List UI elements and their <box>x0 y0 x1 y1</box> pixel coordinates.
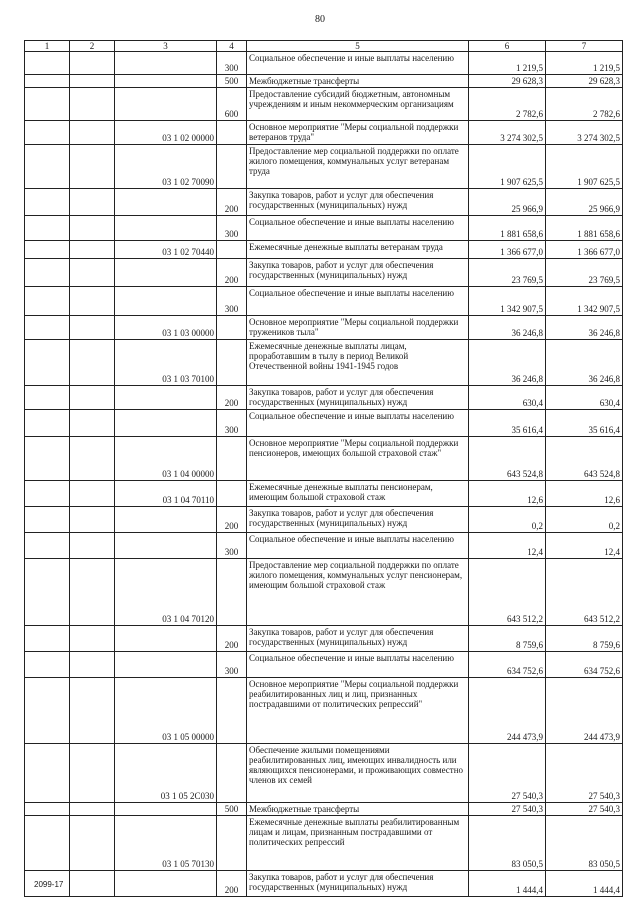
cell-amount-col6: 23 769,5 <box>469 259 546 287</box>
cell-amount-col7: 2 782,6 <box>546 88 623 121</box>
cell-amount-col7: 1 219,5 <box>546 52 623 75</box>
cell-expense-type: 500 <box>217 75 247 88</box>
cell-amount-col7: 643 512,2 <box>546 559 623 626</box>
table-row <box>25 533 623 559</box>
header-row <box>25 41 623 52</box>
cell-description: Обеспечение жилыми помещениями реабилитированных лиц, имеющих инвалидность или являющихся пенсионерами, и проживающих совместно членов их семей <box>247 744 469 803</box>
header-cell: 5 <box>247 41 469 52</box>
cell-col2 <box>70 386 115 410</box>
cell-col1 <box>25 678 70 744</box>
cell-description: Социальное обеспечение и иные выплаты населению <box>247 216 469 241</box>
cell-amount-col7: 23 769,5 <box>546 259 623 287</box>
cell-expense-type: 300 <box>217 652 247 678</box>
cell-amount-col6: 1 444,4 <box>469 871 546 897</box>
cell-col2 <box>70 559 115 626</box>
table-row <box>25 871 623 897</box>
cell-expense-type <box>217 437 247 481</box>
cell-target-article <box>115 803 217 816</box>
cell-amount-col6: 3 274 302,5 <box>469 121 546 145</box>
cell-target-article <box>115 189 217 216</box>
cell-amount-col6: 643 524,8 <box>469 437 546 481</box>
cell-description: Социальное обеспечение и иные выплаты населению <box>247 652 469 678</box>
cell-col2 <box>70 52 115 75</box>
cell-col2 <box>70 259 115 287</box>
cell-description: Социальное обеспечение и иные выплаты населению <box>247 287 469 316</box>
cell-col1 <box>25 88 70 121</box>
cell-amount-col6: 29 628,3 <box>469 75 546 88</box>
cell-amount-col6: 12,6 <box>469 481 546 507</box>
header-cell: 6 <box>469 41 546 52</box>
cell-amount-col7: 1 881 658,6 <box>546 216 623 241</box>
cell-amount-col7: 1 444,4 <box>546 871 623 897</box>
cell-col1 <box>25 410 70 437</box>
cell-amount-col6: 630,4 <box>469 386 546 410</box>
table-row <box>25 259 623 287</box>
cell-target-article <box>115 88 217 121</box>
cell-description: Основное мероприятие "Меры социальной поддержки реабилитированных лиц и лиц, признанных пострадавшими от политических репрессий" <box>247 678 469 744</box>
cell-amount-col7: 25 966,9 <box>546 189 623 216</box>
cell-target-article: 03 1 02 70440 <box>115 241 217 259</box>
cell-target-article: 03 1 03 70100 <box>115 340 217 386</box>
cell-amount-col7: 1 342 907,5 <box>546 287 623 316</box>
cell-expense-type: 300 <box>217 533 247 559</box>
cell-target-article: 03 1 04 70120 <box>115 559 217 626</box>
cell-col2 <box>70 533 115 559</box>
cell-col2 <box>70 871 115 897</box>
cell-target-article <box>115 75 217 88</box>
cell-description: Ежемесячные денежные выплаты ветеранам труда <box>247 241 469 259</box>
cell-col1 <box>25 259 70 287</box>
page-number: 80 <box>315 14 325 25</box>
cell-target-article: 03 1 04 70110 <box>115 481 217 507</box>
cell-expense-type <box>217 744 247 803</box>
table-row <box>25 189 623 216</box>
cell-target-article <box>115 626 217 652</box>
cell-expense-type <box>217 481 247 507</box>
table-row <box>25 75 623 88</box>
table-row <box>25 216 623 241</box>
cell-amount-col7: 83 050,5 <box>546 816 623 871</box>
cell-expense-type <box>217 241 247 259</box>
cell-col1 <box>25 241 70 259</box>
cell-col2 <box>70 507 115 533</box>
cell-amount-col6: 27 540,3 <box>469 803 546 816</box>
budget-table <box>24 40 623 897</box>
cell-amount-col6: 1 881 658,6 <box>469 216 546 241</box>
cell-amount-col6: 25 966,9 <box>469 189 546 216</box>
cell-target-article: 03 1 05 70130 <box>115 816 217 871</box>
cell-col1 <box>25 533 70 559</box>
cell-amount-col6: 643 512,2 <box>469 559 546 626</box>
cell-description: Предоставление мер социальной поддержки по оплате жилого помещения, коммунальных услуг ветеранам труда <box>247 145 469 189</box>
cell-col1 <box>25 652 70 678</box>
cell-amount-col7: 1 366 677,0 <box>546 241 623 259</box>
cell-description: Закупка товаров, работ и услуг для обеспечения государственных (муниципальных) нужд <box>247 386 469 410</box>
cell-col1 <box>25 340 70 386</box>
cell-col2 <box>70 437 115 481</box>
header-cell: 7 <box>546 41 623 52</box>
cell-target-article: 03 1 02 00000 <box>115 121 217 145</box>
cell-amount-col7: 1 907 625,5 <box>546 145 623 189</box>
table-row <box>25 803 623 816</box>
cell-description: Закупка товаров, работ и услуг для обеспечения государственных (муниципальных) нужд <box>247 189 469 216</box>
cell-target-article <box>115 652 217 678</box>
cell-target-article <box>115 410 217 437</box>
cell-description: Социальное обеспечение и иные выплаты населению <box>247 410 469 437</box>
cell-amount-col7: 35 616,4 <box>546 410 623 437</box>
cell-col1 <box>25 481 70 507</box>
cell-amount-col6: 27 540,3 <box>469 744 546 803</box>
cell-col1 <box>25 121 70 145</box>
cell-amount-col7: 29 628,3 <box>546 75 623 88</box>
table-row <box>25 559 623 626</box>
cell-amount-col6: 244 473,9 <box>469 678 546 744</box>
table-row <box>25 287 623 316</box>
cell-col2 <box>70 121 115 145</box>
cell-description: Закупка товаров, работ и услуг для обеспечения государственных (муниципальных) нужд <box>247 871 469 897</box>
header-cell: 2 <box>70 41 115 52</box>
cell-amount-col6: 12,4 <box>469 533 546 559</box>
cell-col1 <box>25 744 70 803</box>
cell-amount-col6: 634 752,6 <box>469 652 546 678</box>
cell-description: Предоставление мер социальной поддержки по оплате жилого помещения, коммунальных услуг пенсионерам, имеющим большой страховой стаж <box>247 559 469 626</box>
cell-col1 <box>25 52 70 75</box>
cell-target-article: 03 1 05 2С030 <box>115 744 217 803</box>
table-row <box>25 316 623 340</box>
cell-expense-type <box>217 340 247 386</box>
cell-col1 <box>25 316 70 340</box>
table-row <box>25 340 623 386</box>
cell-description: Ежемесячные денежные выплаты лицам, проработавшим в тылу в период Великой Отечественной войны 1941-1945 годов <box>247 340 469 386</box>
cell-target-article <box>115 871 217 897</box>
cell-expense-type: 200 <box>217 386 247 410</box>
cell-description: Социальное обеспечение и иные выплаты населению <box>247 533 469 559</box>
cell-expense-type: 300 <box>217 216 247 241</box>
cell-description: Предоставление субсидий бюджетным, автономным учреждениям и иным некоммерческим организациям <box>247 88 469 121</box>
cell-expense-type: 600 <box>217 88 247 121</box>
cell-col1 <box>25 145 70 189</box>
cell-description: Основное мероприятие "Меры социальной поддержки ветеранов труда" <box>247 121 469 145</box>
cell-col2 <box>70 678 115 744</box>
cell-target-article: 03 1 04 00000 <box>115 437 217 481</box>
cell-col1 <box>25 189 70 216</box>
cell-expense-type <box>217 121 247 145</box>
cell-col2 <box>70 216 115 241</box>
cell-amount-col6: 2 782,6 <box>469 88 546 121</box>
table-row <box>25 121 623 145</box>
cell-description: Ежемесячные денежные выплаты пенсионерам, имеющим большой страховой стаж <box>247 481 469 507</box>
header-cell: 4 <box>217 41 247 52</box>
cell-description: Основное мероприятие "Меры социальной поддержки пенсионеров, имеющих большой страховой стаж" <box>247 437 469 481</box>
cell-col1 <box>25 287 70 316</box>
cell-col2 <box>70 626 115 652</box>
cell-col2 <box>70 287 115 316</box>
cell-target-article: 03 1 05 00000 <box>115 678 217 744</box>
table-row <box>25 410 623 437</box>
cell-col2 <box>70 189 115 216</box>
cell-amount-col6: 36 246,8 <box>469 340 546 386</box>
cell-col2 <box>70 744 115 803</box>
cell-target-article <box>115 259 217 287</box>
cell-target-article <box>115 216 217 241</box>
cell-amount-col6: 1 342 907,5 <box>469 287 546 316</box>
cell-expense-type: 300 <box>217 287 247 316</box>
cell-description: Закупка товаров, работ и услуг для обеспечения государственных (муниципальных) нужд <box>247 626 469 652</box>
cell-amount-col7: 0,2 <box>546 507 623 533</box>
cell-expense-type: 200 <box>217 626 247 652</box>
cell-amount-col6: 83 050,5 <box>469 816 546 871</box>
cell-description: Закупка товаров, работ и услуг для обеспечения государственных (муниципальных) нужд <box>247 507 469 533</box>
table-row <box>25 481 623 507</box>
cell-target-article <box>115 507 217 533</box>
table-row <box>25 52 623 75</box>
cell-col2 <box>70 481 115 507</box>
table-row <box>25 507 623 533</box>
cell-amount-col6: 35 616,4 <box>469 410 546 437</box>
cell-amount-col7: 643 524,8 <box>546 437 623 481</box>
cell-expense-type: 300 <box>217 410 247 437</box>
table-row <box>25 744 623 803</box>
header-cell: 3 <box>115 41 217 52</box>
cell-col2 <box>70 88 115 121</box>
table-row <box>25 386 623 410</box>
table-row <box>25 816 623 871</box>
cell-col1 <box>25 507 70 533</box>
table-row <box>25 437 623 481</box>
cell-amount-col7: 634 752,6 <box>546 652 623 678</box>
cell-expense-type <box>217 316 247 340</box>
cell-col2 <box>70 145 115 189</box>
cell-col1 <box>25 816 70 871</box>
cell-description: Межбюджетные трансферты <box>247 75 469 88</box>
cell-expense-type <box>217 559 247 626</box>
cell-col2 <box>70 316 115 340</box>
cell-col2 <box>70 803 115 816</box>
cell-amount-col6: 1 907 625,5 <box>469 145 546 189</box>
cell-amount-col6: 8 759,6 <box>469 626 546 652</box>
cell-amount-col7: 12,4 <box>546 533 623 559</box>
cell-target-article <box>115 386 217 410</box>
table-row <box>25 88 623 121</box>
cell-col1 <box>25 559 70 626</box>
cell-target-article: 03 1 02 70090 <box>115 145 217 189</box>
cell-amount-col7: 27 540,3 <box>546 744 623 803</box>
cell-col1 <box>25 75 70 88</box>
cell-col1 <box>25 803 70 816</box>
table-row <box>25 626 623 652</box>
cell-col2 <box>70 75 115 88</box>
cell-target-article <box>115 533 217 559</box>
cell-target-article <box>115 52 217 75</box>
cell-amount-col7: 36 246,8 <box>546 316 623 340</box>
header-cell: 1 <box>25 41 70 52</box>
table-row <box>25 241 623 259</box>
cell-description: Социальное обеспечение и иные выплаты населению <box>247 52 469 75</box>
cell-col1 <box>25 216 70 241</box>
cell-amount-col7: 12,6 <box>546 481 623 507</box>
cell-amount-col6: 0,2 <box>469 507 546 533</box>
cell-expense-type <box>217 678 247 744</box>
cell-col2 <box>70 241 115 259</box>
cell-expense-type: 200 <box>217 871 247 897</box>
cell-expense-type <box>217 816 247 871</box>
document-code: 2099-17 <box>34 880 64 889</box>
cell-expense-type <box>217 145 247 189</box>
cell-amount-col7: 3 274 302,5 <box>546 121 623 145</box>
table-row <box>25 145 623 189</box>
cell-col1 <box>25 626 70 652</box>
cell-amount-col6: 1 219,5 <box>469 52 546 75</box>
cell-description: Ежемесячные денежные выплаты реабилитированным лицам и лицам, признанным пострадавшими от политических репрессий <box>247 816 469 871</box>
cell-expense-type: 200 <box>217 189 247 216</box>
cell-col1 <box>25 386 70 410</box>
cell-amount-col7: 8 759,6 <box>546 626 623 652</box>
cell-amount-col7: 36 246,8 <box>546 340 623 386</box>
cell-amount-col6: 1 366 677,0 <box>469 241 546 259</box>
cell-target-article <box>115 287 217 316</box>
table-row <box>25 652 623 678</box>
table-row <box>25 678 623 744</box>
cell-col2 <box>70 340 115 386</box>
table-body <box>25 41 623 897</box>
cell-amount-col7: 244 473,9 <box>546 678 623 744</box>
cell-description: Закупка товаров, работ и услуг для обеспечения государственных (муниципальных) нужд <box>247 259 469 287</box>
cell-amount-col6: 36 246,8 <box>469 316 546 340</box>
cell-description: Основное мероприятие "Меры социальной поддержки тружеников тыла" <box>247 316 469 340</box>
cell-expense-type: 200 <box>217 507 247 533</box>
cell-col2 <box>70 652 115 678</box>
cell-target-article: 03 1 03 00000 <box>115 316 217 340</box>
cell-expense-type: 200 <box>217 259 247 287</box>
cell-col2 <box>70 410 115 437</box>
cell-amount-col7: 630,4 <box>546 386 623 410</box>
cell-expense-type: 300 <box>217 52 247 75</box>
cell-amount-col7: 27 540,3 <box>546 803 623 816</box>
cell-col2 <box>70 816 115 871</box>
cell-description: Межбюджетные трансферты <box>247 803 469 816</box>
cell-expense-type: 500 <box>217 803 247 816</box>
cell-col1 <box>25 437 70 481</box>
